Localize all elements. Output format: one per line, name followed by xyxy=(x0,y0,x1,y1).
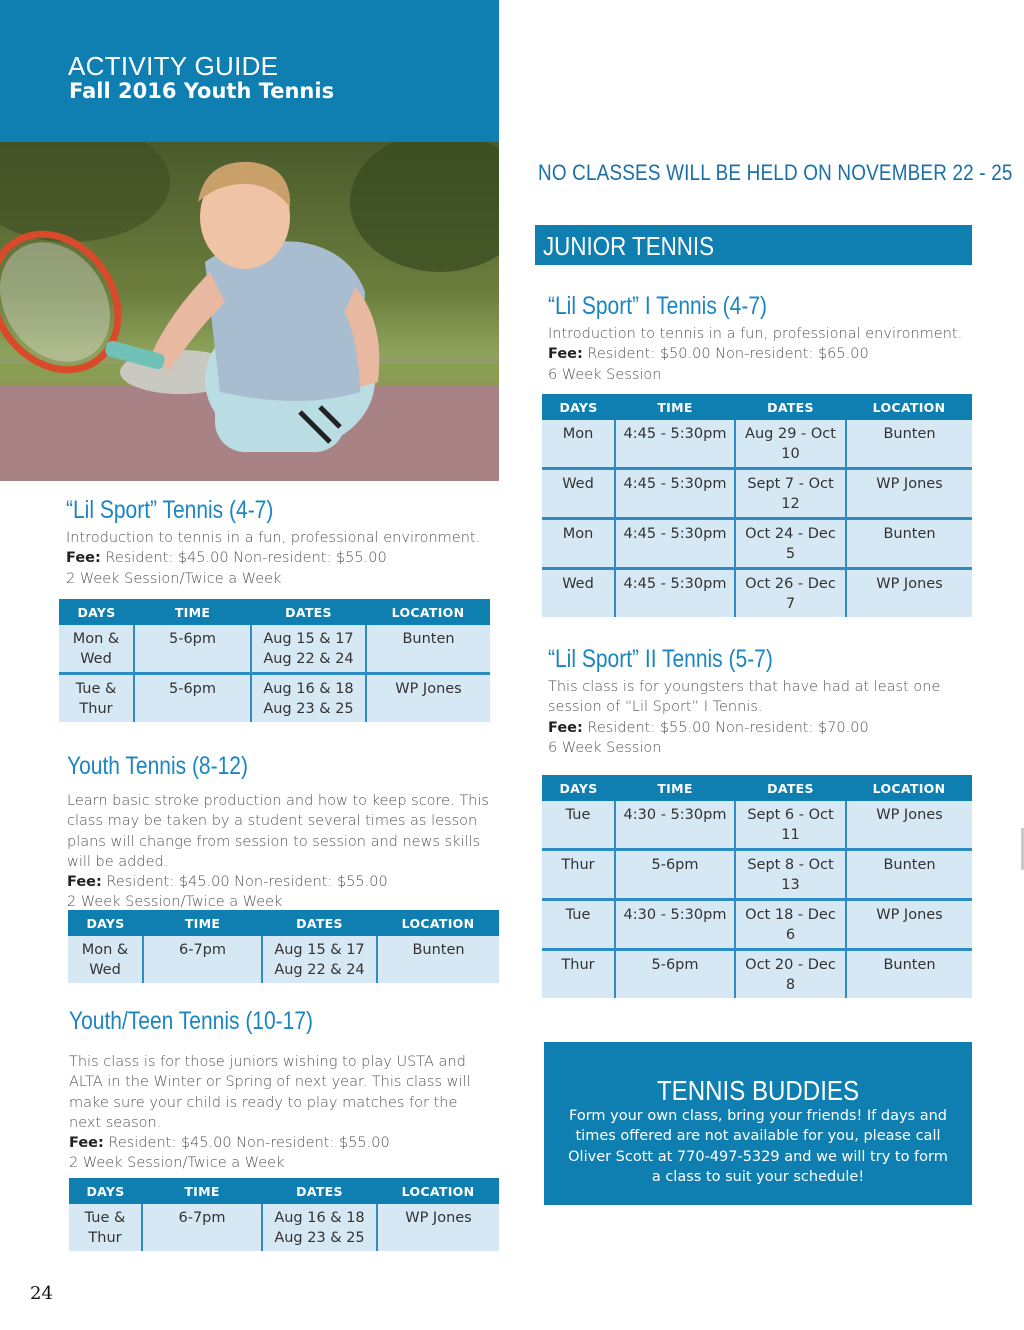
table-header-row xyxy=(69,1178,499,1204)
cell-time: 4:45 - 5:30pm xyxy=(615,469,735,519)
cell-time: 4:30 - 5:30pm xyxy=(615,801,735,850)
youth-teen-session: 2 Week Session/Twice a Week xyxy=(69,1155,285,1172)
lil-sport-2-schedule-table xyxy=(542,775,972,998)
lil-sport-2-session: 6 Week Session xyxy=(548,739,662,756)
cell-time: 4:45 - 5:30pm xyxy=(615,420,735,469)
cell-dates: Oct 20 - Dec 8 xyxy=(735,950,846,999)
cell-location: WP Jones xyxy=(846,469,972,519)
table-row xyxy=(542,950,972,999)
cell-days: Tue xyxy=(542,900,615,950)
junior-tennis-title: JUNIOR TENNIS xyxy=(543,231,715,261)
cell-dates: Aug 15 & 17 Aug 22 & 24 xyxy=(262,936,377,983)
cell-days: Tue & Thur xyxy=(69,1204,142,1251)
cell-location: WP Jones xyxy=(846,801,972,850)
col-time: TIME xyxy=(134,599,251,625)
lil-sport-1-schedule-table xyxy=(542,394,972,617)
table-row xyxy=(542,519,972,569)
no-classes-notice: NO CLASSES WILL BE HELD ON NOVEMBER 22 - 25 xyxy=(538,160,1013,185)
cell-location: WP Jones xyxy=(846,900,972,950)
tennis-buddies-box xyxy=(544,1042,972,1205)
cell-dates: Aug 16 & 18 Aug 23 & 25 xyxy=(262,1204,377,1251)
cell-location: Bunten xyxy=(846,519,972,569)
lil-sport-description xyxy=(66,528,486,589)
cell-location: Bunten xyxy=(846,420,972,469)
cell-time: 5-6pm xyxy=(134,625,251,674)
cell-dates: Sept 7 - Oct 12 xyxy=(735,469,846,519)
cell-time: 5-6pm xyxy=(615,950,735,999)
col-days: DAYS xyxy=(542,775,615,801)
col-dates: DATES xyxy=(262,910,377,936)
youth-teen-description xyxy=(69,1052,489,1174)
tennis-buddies-body: Form your own class, bring your friends! If days and times offered are not available for you, please call Oliver Scott at 770-497-5329 and we will try to form a class to suit your schedule! xyxy=(568,1108,948,1185)
lil-sport-session: 2 Week Session/Twice a Week xyxy=(66,570,282,587)
lil-sport-1-fee: Fee: Resident: $50.00 Non-resident: $65.00 xyxy=(548,346,869,363)
cell-time: 4:30 - 5:30pm xyxy=(615,900,735,950)
table-row xyxy=(542,801,972,850)
col-dates: DATES xyxy=(251,599,366,625)
lil-sport-2-intro: This class is for youngsters that have had at least one session of “Lil Sport” I Tennis. xyxy=(548,679,941,716)
table-row xyxy=(542,569,972,618)
lil-sport-fee: Fee: Resident: $45.00 Non-resident: $55.00 xyxy=(66,550,387,567)
youth-teen-fee: Fee: Resident: $45.00 Non-resident: $55.00 xyxy=(69,1135,390,1152)
youth-tennis-fee: Fee: Resident: $45.00 Non-resident: $55.00 xyxy=(67,874,388,891)
tennis-buddies-title: TENNIS BUDDIES xyxy=(656,1075,860,1106)
cell-time: 6-7pm xyxy=(142,1204,262,1251)
lil-sport-1-description xyxy=(548,324,968,385)
table-header-row xyxy=(542,775,972,801)
junior-tennis-header xyxy=(535,225,972,265)
cell-days: Mon xyxy=(542,420,615,469)
cell-time: 4:45 - 5:30pm xyxy=(615,519,735,569)
table-row xyxy=(59,625,490,674)
cell-location: Bunten xyxy=(377,936,499,983)
cell-location: Bunten xyxy=(366,625,490,674)
cell-days: Mon xyxy=(542,519,615,569)
cell-time: 5-6pm xyxy=(134,674,251,723)
col-dates: DATES xyxy=(735,775,846,801)
table-row xyxy=(68,936,499,983)
youth-teen-title: Youth/Teen Tennis (10-17) xyxy=(69,1007,314,1035)
cell-location: Bunten xyxy=(846,850,972,900)
lil-sport-2-description xyxy=(548,677,974,758)
photo-child-tennis xyxy=(0,142,499,481)
page-number: 24 xyxy=(30,1283,53,1304)
cell-days: Mon & Wed xyxy=(68,936,143,983)
cell-time: 5-6pm xyxy=(615,850,735,900)
col-time: TIME xyxy=(615,775,735,801)
col-location: LOCATION xyxy=(366,599,490,625)
lil-sport-intro: Introduction to tennis in a fun, professional environment. xyxy=(66,530,481,546)
col-days: DAYS xyxy=(68,910,143,936)
page-title: Fall 2016 Youth Tennis xyxy=(69,79,335,103)
youth-tennis-intro: Learn basic stroke production and how to keep score. This class may be taken by a student several times as lesson plans will change from session to session and news skills will be added. xyxy=(67,793,489,870)
table-header-row xyxy=(68,910,499,936)
cell-dates: Sept 8 - Oct 13 xyxy=(735,850,846,900)
cell-days: Mon & Wed xyxy=(59,625,134,674)
cell-days: Tue & Thur xyxy=(59,674,134,723)
cell-time: 4:45 - 5:30pm xyxy=(615,569,735,618)
lil-sport-1-title: “Lil Sport” I Tennis (4-7) xyxy=(548,292,768,320)
cell-dates: Aug 16 & 18 Aug 23 & 25 xyxy=(251,674,366,723)
cell-dates: Aug 15 & 17 Aug 22 & 24 xyxy=(251,625,366,674)
col-time: TIME xyxy=(142,1178,262,1204)
col-location: LOCATION xyxy=(846,775,972,801)
youth-teen-schedule-table xyxy=(69,1178,499,1251)
cell-location: WP Jones xyxy=(846,569,972,618)
col-location: LOCATION xyxy=(377,1178,499,1204)
header-eyebrow: ACTIVITY GUIDE xyxy=(68,51,279,81)
cell-dates: Aug 29 - Oct 10 xyxy=(735,420,846,469)
col-location: LOCATION xyxy=(377,910,499,936)
lil-sport-title: “Lil Sport” Tennis (4-7) xyxy=(66,496,274,524)
table-row xyxy=(69,1204,499,1251)
youth-tennis-schedule-table xyxy=(68,910,499,983)
table-row xyxy=(542,420,972,469)
table-row xyxy=(59,674,490,723)
youth-teen-intro: This class is for those juniors wishing to play USTA and ALTA in the Winter or Spring of next year. This class will make sure your child is ready to play matches for the next season. xyxy=(69,1054,471,1131)
cell-days: Thur xyxy=(542,950,615,999)
cell-location: Bunten xyxy=(846,950,972,999)
cell-time: 6-7pm xyxy=(143,936,262,983)
col-days: DAYS xyxy=(542,394,615,420)
col-time: TIME xyxy=(615,394,735,420)
youth-tennis-description xyxy=(67,791,507,913)
lil-sport-2-fee: Fee: Resident: $55.00 Non-resident: $70.00 xyxy=(548,719,869,736)
table-header-row xyxy=(59,599,490,625)
cell-dates: Oct 24 - Dec 5 xyxy=(735,519,846,569)
youth-tennis-session: 2 Week Session/Twice a Week xyxy=(67,894,283,911)
col-dates: DATES xyxy=(262,1178,377,1204)
lil-sport-1-session: 6 Week Session xyxy=(548,366,662,383)
cell-location: WP Jones xyxy=(366,674,490,723)
col-days: DAYS xyxy=(59,599,134,625)
col-location: LOCATION xyxy=(846,394,972,420)
lil-sport-1-intro: Introduction to tennis in a fun, professional environment. xyxy=(548,326,963,342)
cell-location: WP Jones xyxy=(377,1204,499,1251)
cell-days: Tue xyxy=(542,801,615,850)
cell-days: Wed xyxy=(542,469,615,519)
cell-dates: Sept 6 - Oct 11 xyxy=(735,801,846,850)
cell-days: Thur xyxy=(542,850,615,900)
table-row xyxy=(542,469,972,519)
cell-days: Wed xyxy=(542,569,615,618)
lil-sport-schedule-table xyxy=(59,599,490,722)
col-dates: DATES xyxy=(735,394,846,420)
lil-sport-2-title: “Lil Sport” II Tennis (5-7) xyxy=(548,645,773,673)
table-row xyxy=(542,850,972,900)
youth-tennis-title: Youth Tennis (8-12) xyxy=(67,752,248,780)
col-time: TIME xyxy=(143,910,262,936)
cell-dates: Oct 18 - Dec 6 xyxy=(735,900,846,950)
cell-dates: Oct 26 - Dec 7 xyxy=(735,569,846,618)
table-row xyxy=(542,900,972,950)
col-days: DAYS xyxy=(69,1178,142,1204)
table-header-row xyxy=(542,394,972,420)
